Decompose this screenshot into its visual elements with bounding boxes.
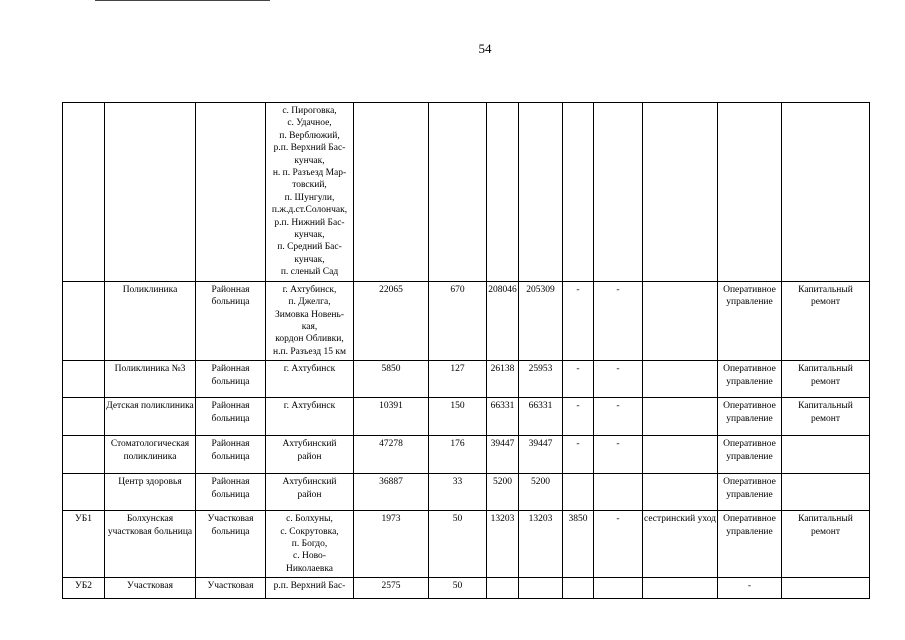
table-row bbox=[63, 103, 870, 282]
value-cell-5 bbox=[354, 103, 429, 282]
settlement-line: Николаевка bbox=[285, 563, 334, 574]
value-cell-10: - bbox=[594, 398, 643, 436]
repair-cell: Капитальный ремонт bbox=[782, 398, 870, 436]
value-cell-6 bbox=[429, 103, 487, 282]
settlement-line: район bbox=[297, 451, 322, 462]
ownership-cell: Оперативное управление bbox=[718, 474, 782, 511]
value-cell-10 bbox=[594, 578, 643, 599]
value-cell-9 bbox=[563, 474, 594, 511]
facility-type-cell bbox=[196, 103, 266, 282]
settlement-line: с. Удачное, bbox=[287, 118, 332, 129]
facility-name-cell: Болхунская участковая больница bbox=[105, 511, 196, 578]
settlement-line: п.ж.д.ст.Солончак, bbox=[271, 205, 348, 216]
table-row bbox=[63, 436, 870, 474]
value-cell-9 bbox=[563, 578, 594, 599]
repair-cell bbox=[782, 436, 870, 474]
facility-name-cell bbox=[105, 103, 196, 282]
value-cell-5: 1973 bbox=[354, 511, 429, 578]
table-row bbox=[63, 361, 870, 398]
value-cell-7: 26138 bbox=[487, 361, 519, 398]
facility-name-cell: Поликлиника bbox=[105, 281, 196, 360]
settlement-line: п. Средний Бас- bbox=[277, 242, 342, 253]
facility-type-cell: Районная больница bbox=[196, 436, 266, 474]
served-settlements-cell bbox=[266, 578, 354, 599]
settlement-line: кая, bbox=[301, 321, 318, 332]
settlement-line: кунчак, bbox=[294, 155, 325, 166]
value-cell-6: 33 bbox=[429, 474, 487, 511]
value-cell-9: - bbox=[563, 398, 594, 436]
served-settlements-cell bbox=[266, 474, 354, 511]
settlement-line: п. сленый Сад bbox=[280, 267, 339, 278]
code-cell: УБ2 bbox=[63, 578, 105, 599]
settlement-line: г. Ахтубинск, bbox=[282, 284, 337, 295]
table-row bbox=[63, 578, 870, 599]
value-cell-5: 22065 bbox=[354, 281, 429, 360]
value-cell-7: 208046 bbox=[487, 281, 519, 360]
settlement-line: товский, bbox=[292, 180, 327, 191]
settlement-line: кунчак, bbox=[294, 254, 325, 265]
settlement-line: г. Ахтубинск bbox=[283, 364, 336, 375]
value-cell-9: - bbox=[563, 436, 594, 474]
value-cell-8: 205309 bbox=[519, 281, 563, 360]
table-row bbox=[63, 281, 870, 360]
repair-cell bbox=[782, 103, 870, 282]
served-settlements-cell bbox=[266, 511, 354, 578]
code-cell: УБ1 bbox=[63, 511, 105, 578]
repair-cell: Капитальный ремонт bbox=[782, 361, 870, 398]
code-cell bbox=[63, 398, 105, 436]
settlement-line: п. Верблюжий, bbox=[279, 130, 340, 141]
care-type-cell bbox=[643, 474, 718, 511]
settlement-line: с. Пироговка, bbox=[282, 106, 337, 116]
value-cell-6: 670 bbox=[429, 281, 487, 360]
facilities-table bbox=[62, 102, 870, 599]
page-number: 54 bbox=[478, 41, 492, 56]
code-cell bbox=[63, 281, 105, 360]
code-cell bbox=[63, 436, 105, 474]
settlement-line: с. Сокрутовка, bbox=[280, 526, 339, 537]
served-settlements-cell bbox=[266, 281, 354, 360]
value-cell-9 bbox=[563, 103, 594, 282]
value-cell-6: 50 bbox=[429, 511, 487, 578]
settlement-line: р.п. Нижний Бас- bbox=[274, 217, 345, 228]
value-cell-7 bbox=[487, 578, 519, 599]
value-cell-7: 5200 bbox=[487, 474, 519, 511]
header-rule bbox=[95, 0, 270, 3]
value-cell-5: 2575 bbox=[354, 578, 429, 599]
value-cell-8: 25953 bbox=[519, 361, 563, 398]
served-settlements-cell bbox=[266, 398, 354, 436]
value-cell-7: 66331 bbox=[487, 398, 519, 436]
value-cell-10 bbox=[594, 103, 643, 282]
facility-type-cell: Районная больница bbox=[196, 398, 266, 436]
value-cell-7 bbox=[487, 103, 519, 282]
served-settlements-cell bbox=[266, 103, 354, 282]
facility-name-cell: Поликлиника №3 bbox=[105, 361, 196, 398]
value-cell-9: - bbox=[563, 281, 594, 360]
code-cell bbox=[63, 103, 105, 282]
code-cell bbox=[63, 474, 105, 511]
table-row bbox=[63, 511, 870, 578]
facility-type-cell: Районная больница bbox=[196, 361, 266, 398]
care-type-cell bbox=[643, 578, 718, 599]
settlement-line: р.п. Верхний Бас- bbox=[273, 143, 346, 154]
ownership-cell: Оперативное управление bbox=[718, 511, 782, 578]
value-cell-6: 176 bbox=[429, 436, 487, 474]
value-cell-10: - bbox=[594, 511, 643, 578]
settlement-line: н. п. Разъезд Мар- bbox=[272, 168, 347, 179]
settlement-line: п. Шунгули, bbox=[284, 192, 335, 203]
care-type-cell bbox=[643, 361, 718, 398]
settlement-line: п. Джелга, bbox=[288, 297, 331, 308]
value-cell-7: 13203 bbox=[487, 511, 519, 578]
ownership-cell bbox=[718, 103, 782, 282]
value-cell-5: 36887 bbox=[354, 474, 429, 511]
value-cell-8 bbox=[519, 103, 563, 282]
settlement-line: Зимовка Новень- bbox=[275, 309, 344, 320]
value-cell-6: 127 bbox=[429, 361, 487, 398]
served-settlements-cell bbox=[266, 361, 354, 398]
value-cell-5: 5850 bbox=[354, 361, 429, 398]
facility-type-cell: Районная больница bbox=[196, 474, 266, 511]
settlement-line: р.п. Верхний Бас- bbox=[273, 581, 346, 592]
table-row bbox=[63, 474, 870, 511]
served-settlements-cell bbox=[266, 436, 354, 474]
care-type-cell bbox=[643, 281, 718, 360]
ownership-cell: - bbox=[718, 578, 782, 599]
facility-type-cell: Участковая bbox=[196, 578, 266, 599]
value-cell-5: 47278 bbox=[354, 436, 429, 474]
value-cell-10: - bbox=[594, 281, 643, 360]
ownership-cell: Оперативное управление bbox=[718, 361, 782, 398]
care-type-cell bbox=[643, 398, 718, 436]
table-row bbox=[63, 398, 870, 436]
facility-name-cell: Стоматологическая поликлиника bbox=[105, 436, 196, 474]
value-cell-5: 10391 bbox=[354, 398, 429, 436]
facility-name-cell: Участковая bbox=[105, 578, 196, 599]
code-cell bbox=[63, 361, 105, 398]
settlement-line: кунчак, bbox=[294, 230, 325, 241]
ownership-cell: Оперативное управление bbox=[718, 281, 782, 360]
settlement-line: п. Богдо, bbox=[291, 538, 328, 549]
settlement-line: Ахтубинский bbox=[282, 477, 337, 488]
repair-cell bbox=[782, 474, 870, 511]
facility-type-cell: Участковая больница bbox=[196, 511, 266, 578]
settlement-line: кордон Обливки, bbox=[275, 334, 344, 345]
value-cell-9: 3850 bbox=[563, 511, 594, 578]
settlement-line: с. Болхуны, bbox=[286, 514, 333, 525]
value-cell-7: 39447 bbox=[487, 436, 519, 474]
value-cell-8 bbox=[519, 578, 563, 599]
settlement-line: г. Ахтубинск bbox=[283, 401, 336, 412]
value-cell-8: 39447 bbox=[519, 436, 563, 474]
facility-name-cell: Детская поликлиника bbox=[105, 398, 196, 436]
facility-type-cell: Районная больница bbox=[196, 281, 266, 360]
repair-cell: Капитальный ремонт bbox=[782, 281, 870, 360]
value-cell-6: 50 bbox=[429, 578, 487, 599]
care-type-cell: сестринский уход bbox=[643, 511, 718, 578]
value-cell-10: - bbox=[594, 361, 643, 398]
value-cell-10 bbox=[594, 474, 643, 511]
settlement-line: Ахтубинский bbox=[282, 439, 337, 450]
settlement-line: н.п. Разъезд 15 км bbox=[273, 346, 346, 357]
repair-cell bbox=[782, 578, 870, 599]
value-cell-8: 66331 bbox=[519, 398, 563, 436]
value-cell-8: 13203 bbox=[519, 511, 563, 578]
settlement-line: район bbox=[297, 489, 322, 500]
value-cell-8: 5200 bbox=[519, 474, 563, 511]
value-cell-9: - bbox=[563, 361, 594, 398]
facility-name-cell: Центр здоровья bbox=[105, 474, 196, 511]
settlement-line: с. Ново- bbox=[293, 551, 326, 562]
repair-cell: Капитальный ремонт bbox=[782, 511, 870, 578]
ownership-cell: Оперативное управление bbox=[718, 398, 782, 436]
value-cell-10: - bbox=[594, 436, 643, 474]
care-type-cell bbox=[643, 436, 718, 474]
care-type-cell bbox=[643, 103, 718, 282]
ownership-cell: Оперативное управление bbox=[718, 436, 782, 474]
value-cell-6: 150 bbox=[429, 398, 487, 436]
